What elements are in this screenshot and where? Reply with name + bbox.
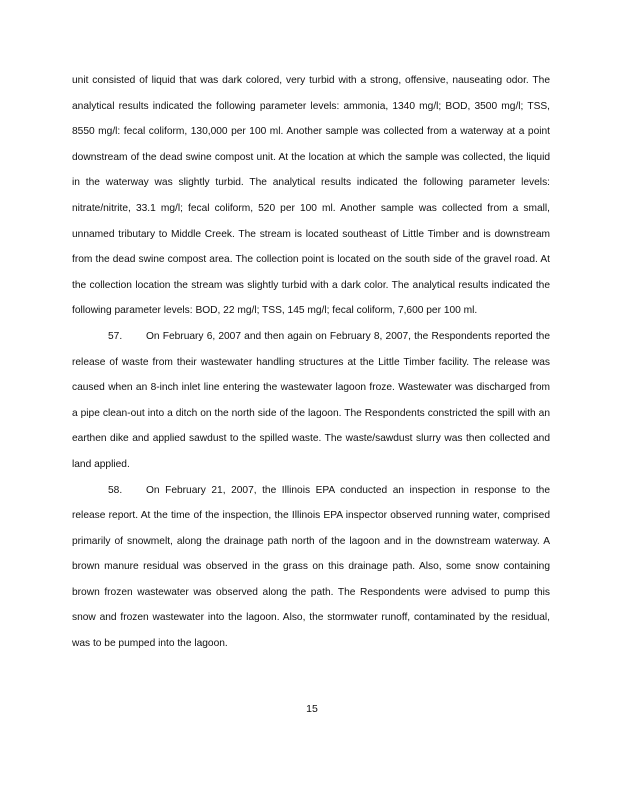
paragraph-57: [72, 324, 550, 478]
paragraph-text: On February 21, 2007, the Illinois EPA conducted an inspection in response to the release report. At the time of the inspection, the Illinois EPA inspector observed running water, comprised primarily of snowmelt, along the drainage path north of the lagoon and in the downstream waterway. A brown manure residual was observed in the grass on this drainage path. Also, some snow containing brown frozen wastewater was observed along the path. The Respondents were advised to pump this snow and frozen wastewater into the lagoon. Also, the stormwater runoff, contaminated by the residual, was to be pumped into the lagoon.: [72, 484, 550, 650]
paragraph-number: 58.: [108, 484, 123, 496]
document-body: [72, 68, 550, 657]
page-number: 15: [306, 703, 318, 715]
continued-paragraph: unit consisted of liquid that was dark colored, very turbid with a strong, offensive, nauseating odor. The analytical results indicated the following parameter levels: ammonia, 1340 mg/l; BOD, 3500 mg/l; TSS, 8550 mg/l: fecal coliform, 130,000 per 100 ml. Another sample was collected from a waterway at a point downstream of the dead swine compost unit. At the location at which the sample was collected, the liquid in the waterway was slightly turbid. The analytical results indicated the following parameter levels: nitrate/nitrite, 33.1 mg/l; fecal coliform, 520 per 100 ml. Another sample was collected from a small, unnamed tributary to Middle Creek. The stream is located southeast of Little Timber and is downstream from the dead swine compost area. The collection point is located on the south side of the gravel road. At the collection location the stream was slightly turbid with a dark color. The analytical results indicated the following parameter levels: BOD, 22 mg/l; TSS, 145 mg/l; fecal coliform, 7,600 per 100 ml.: [72, 75, 550, 317]
paragraph-text: On February 6, 2007 and then again on February 8, 2007, the Respondents reported the release of waste from their wastewater handling structures at the Little Timber facility. The release was caused when an 8-inch inlet line entering the wastewater lagoon froze. Wastewater was discharged from a pipe clean-out into a ditch on the north side of the lagoon. The Respondents constricted the spill with an earthen dike and applied sawdust to the spilled waste. The waste/sawdust slurry was then collected and land applied.: [72, 330, 550, 470]
paragraph-58: [72, 478, 550, 657]
paragraph-number: 57.: [108, 330, 123, 342]
